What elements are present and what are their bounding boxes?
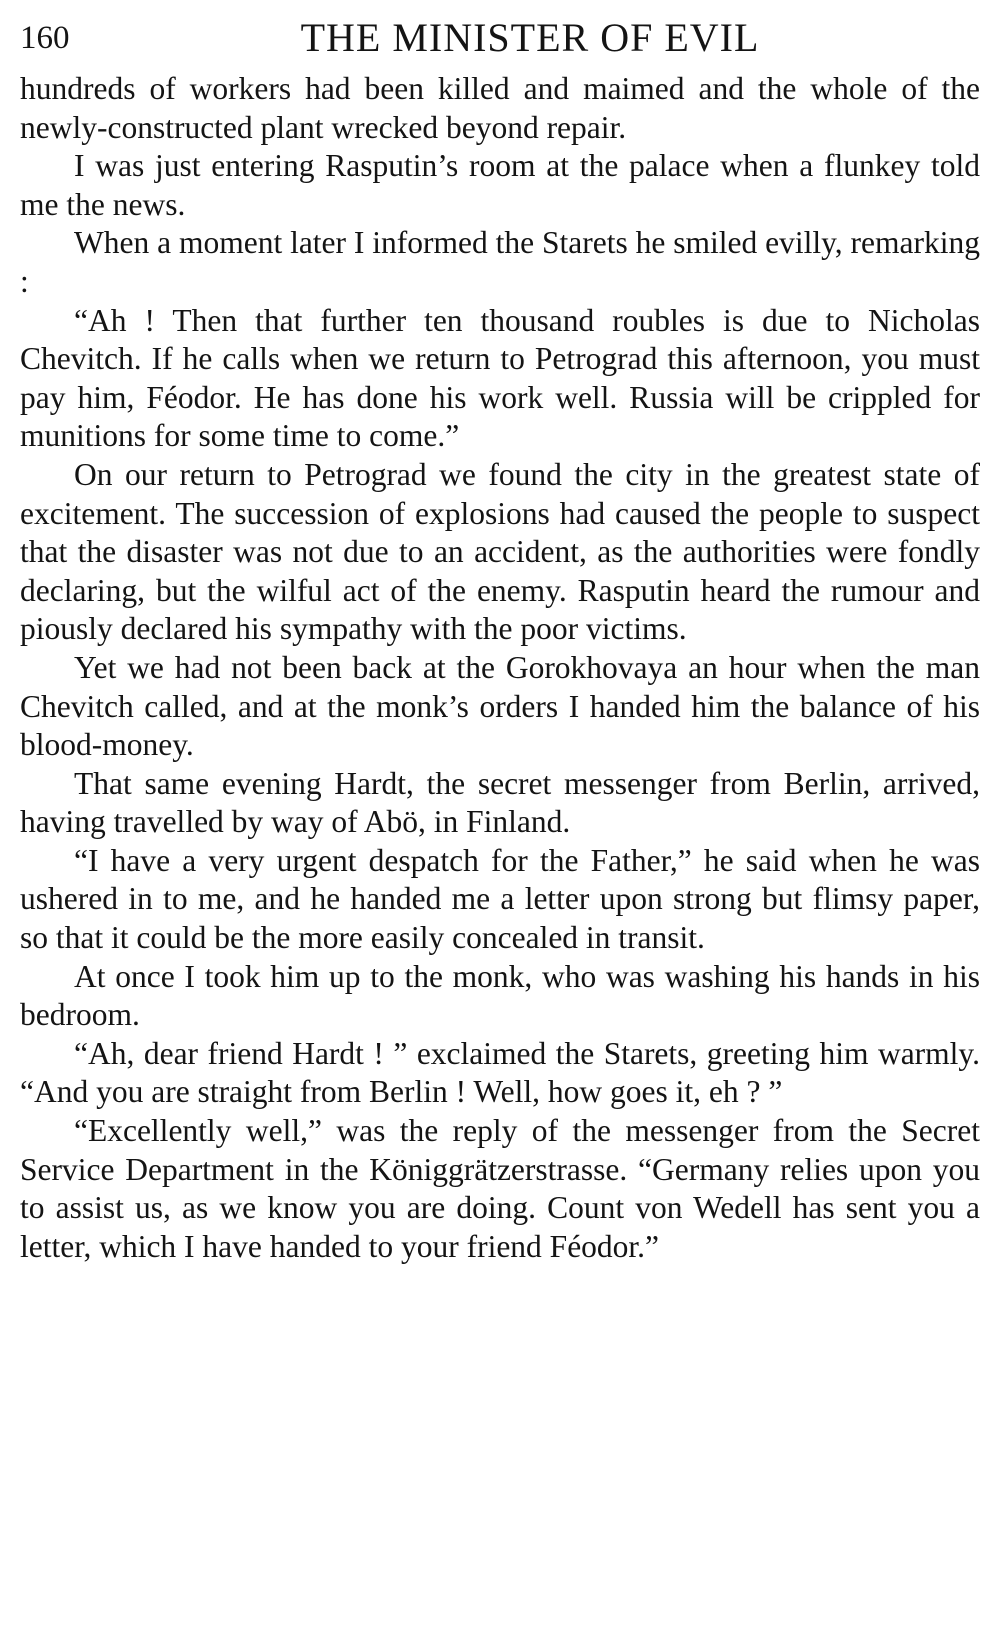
paragraph: I was just entering Rasputin’s room at the palace when a flunkey told me the news. bbox=[20, 148, 980, 222]
paragraph: “I have a very urgent despatch for the Father,” he said when he was ushered in to me, and he handed me a letter upon strong but flimsy paper, so that it could be the more easily concealed in transit. bbox=[20, 842, 980, 956]
paragraph: “Ah, dear friend Hardt ! ” exclaimed the Starets, greeting him warmly. “And you are straight from Berlin ! Well, how goes it, eh ? ” bbox=[20, 1035, 980, 1110]
paragraph: “Excellently well,” was the reply of the messenger from the Secret Service Department in the Königgrätzerstrasse. “Germany relies upon you to assist us, as we know you are doing. Count von Wedell has sent you a letter, which I have handed to your friend Féodor.” bbox=[20, 1113, 980, 1264]
paragraph: That same evening Hardt, the secret messenger from Berlin, arrived, having travelled by way of Abö, in Finland. bbox=[20, 765, 980, 840]
paragraph: At once I took him up to the monk, who was washing his hands in his bedroom. bbox=[20, 958, 980, 1033]
paragraph: On our return to Petrograd we found the city in the greatest state of excitement. The succession of explosions had caused the people to suspect that the disaster was not due to an accident, as the authorities were fondly declaring, but the wilful act of the enemy. Rasputin heard the rumour and piously declared his sympathy with the poor victims. bbox=[20, 456, 980, 647]
book-page bbox=[20, 0, 980, 1637]
paragraph: hundreds of workers had been killed and maimed and the whole of the newly-constructed plant wrecked beyond repair. bbox=[20, 71, 980, 145]
paragraph: “Ah ! Then that further ten thousand roubles is due to Nicholas Chevitch. If he calls when we return to Petrograd this afternoon, you must pay him, Féodor. He has done his work well. Russia will be crippled for munitions for some time to come.” bbox=[20, 302, 980, 454]
body-text bbox=[20, 70, 980, 1266]
paragraph: Yet we had not been back at the Gorokhovaya an hour when the man Chevitch called, and at the monk’s orders I handed him the balance of his blood-money. bbox=[20, 649, 980, 763]
page-header bbox=[20, 8, 980, 74]
paragraph: When a moment later I informed the Starets he smiled evilly, remarking : bbox=[20, 225, 980, 299]
running-head: THE MINISTER OF EVIL bbox=[300, 15, 760, 60]
page-number: 160 bbox=[20, 20, 70, 56]
